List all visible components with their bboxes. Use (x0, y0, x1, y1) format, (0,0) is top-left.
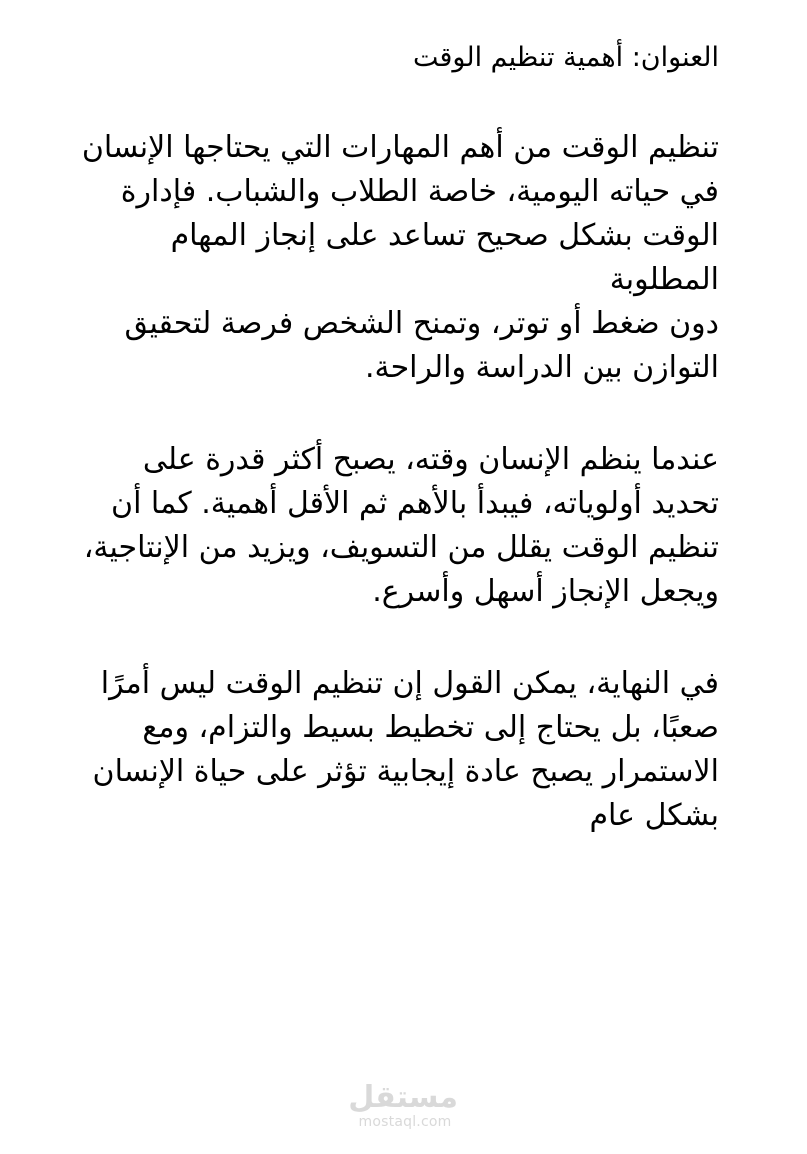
watermark-domain-text: mostaql.com (358, 1114, 452, 1130)
text-line: في النهاية، يمكن القول إن تنظيم الوقت ليس أمرًا (100, 666, 719, 701)
text-line: التوازن بين الدراسة والراحة. (364, 350, 719, 385)
document-page (69, 38, 719, 886)
watermark-arabic-text: مستقل (348, 1080, 458, 1115)
text-line: الاستمرار يصبح عادة إيجابية تؤثر على حياة الإنسان (92, 754, 719, 789)
paragraph-1 (69, 126, 719, 390)
text-line: تنظيم الوقت يقلل من التسويف، ويزيد من الإنتاجية، (83, 530, 719, 565)
document-title: العنوان: أهمية تنظيم الوقت (412, 42, 719, 73)
text-line: عندما ينظم الإنسان وقته، يصبح أكثر قدرة على (142, 442, 719, 477)
paragraph-2 (69, 438, 719, 614)
mostaql-watermark-logo (348, 1080, 458, 1130)
text-line: تنظيم الوقت من أهم المهارات التي يحتاجها الإنسان (81, 130, 719, 165)
text-line: في حياته اليومية، خاصة الطلاب والشباب. فإدارة (120, 174, 719, 209)
text-line: بشكل عام (589, 798, 719, 833)
text-line: ويجعل الإنجاز أسهل وأسرع. (372, 574, 719, 609)
paragraph-3 (69, 662, 719, 838)
text-line: تحديد أولوياته، فيبدأ بالأهم ثم الأقل أهمية. كما أن (111, 486, 719, 521)
text-line: دون ضغط أو توتر، وتمنح الشخص فرصة لتحقيق (124, 306, 719, 341)
text-line: صعبًا، بل يحتاج إلى تخطيط بسيط والتزام، ومع (142, 710, 719, 745)
text-line: الوقت بشكل صحيح تساعد على إنجاز المهام المطلوبة (170, 218, 719, 297)
